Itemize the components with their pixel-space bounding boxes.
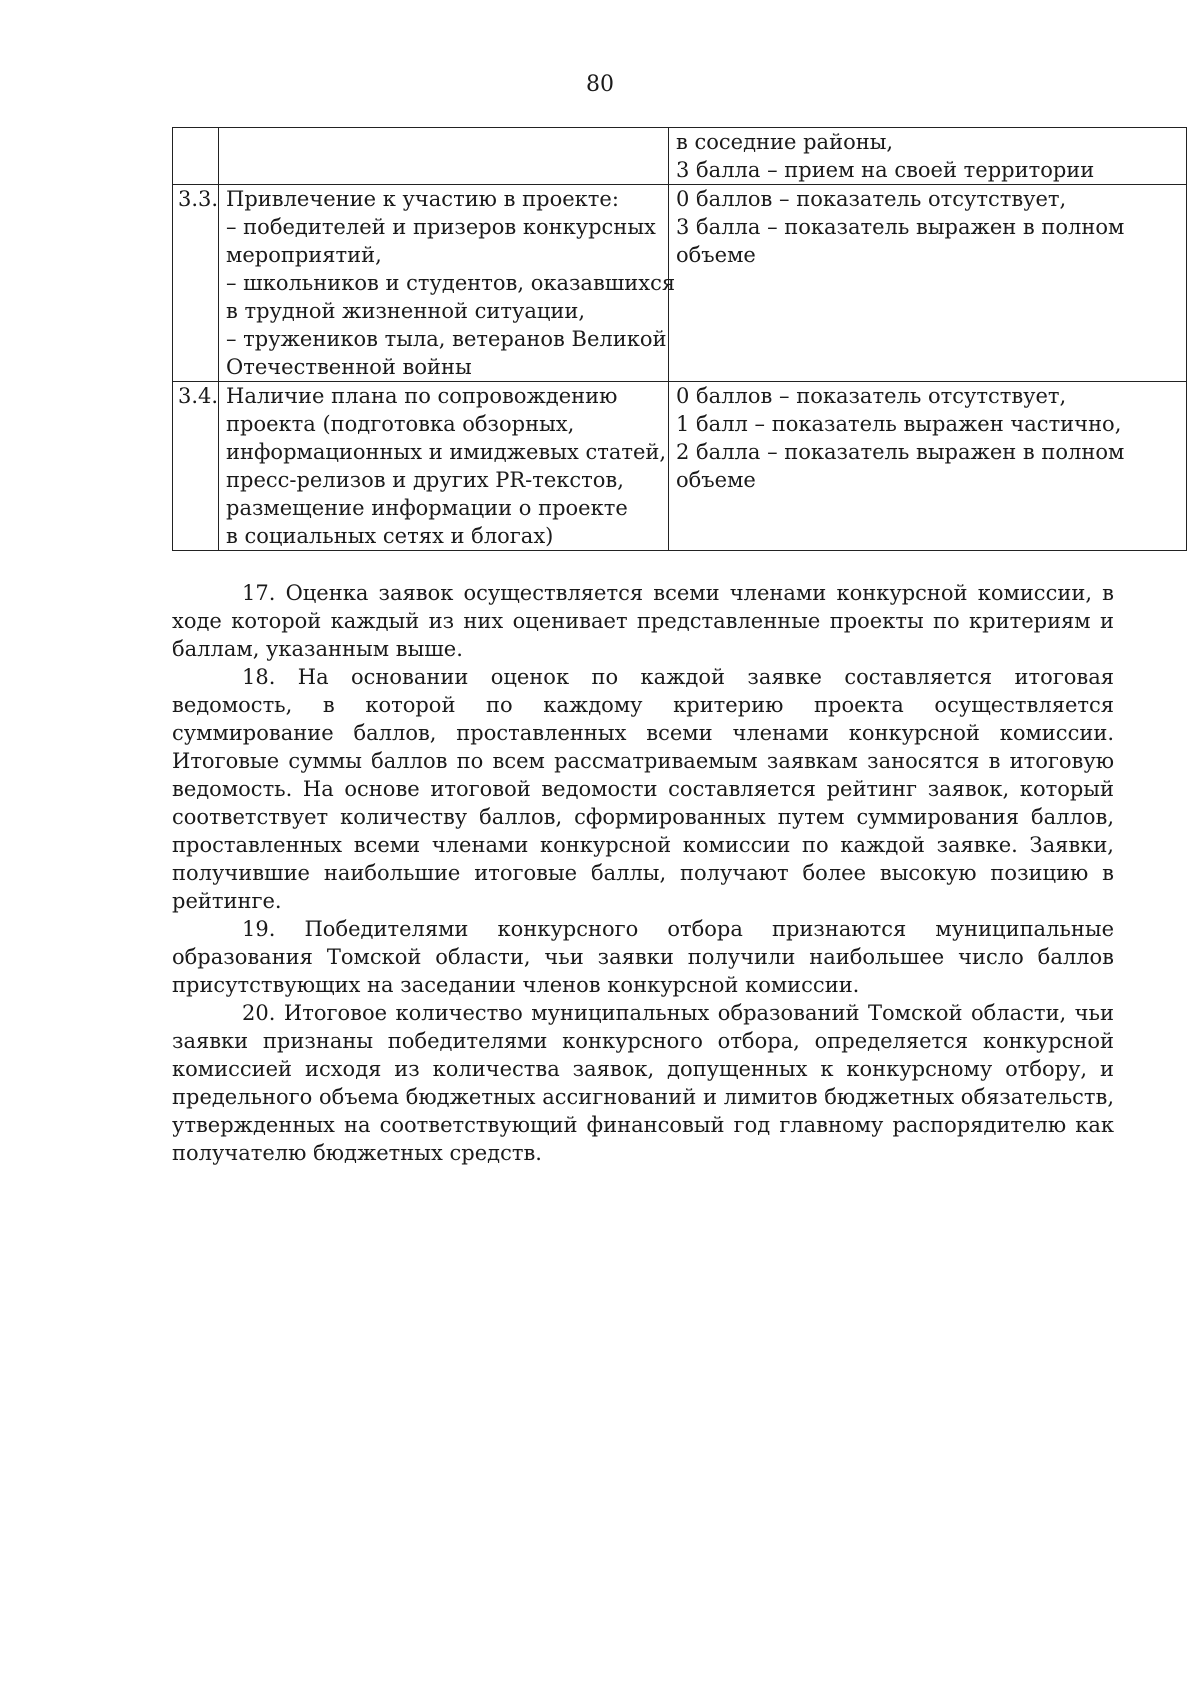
criterion-line: информационных и имиджевых статей, [226,440,667,464]
criterion-line: в трудной жизненной ситуации, [226,299,586,323]
score-line: 2 балла – показатель выражен в полном [676,440,1125,464]
score-line: 0 баллов – показатель отсутствует, [676,187,1067,211]
criterion-description [219,185,676,382]
criterion-description [219,128,669,185]
page-number: 80 [586,72,614,97]
table-row [173,185,1187,382]
paragraph-17: 17. Оценка заявок осуществляется всеми членами конкурсной комиссии, в ходе которой каждый из них оценивает представленные проекты по критериям и баллам, указанным выше. [172,581,1114,661]
criterion-line: мероприятий, [226,243,382,267]
criterion-number [173,128,219,185]
criterion-score [669,382,1187,551]
score-line: 0 баллов – показатель отсутствует, [676,384,1067,408]
paragraph-19: 19. Победителями конкурсного отбора признаются муниципальные образования Томской области, чьи заявки получили наибольшее число баллов присутствующих на заседании членов конкурсной комиссии. [172,917,1114,997]
criterion-line: пресс-релизов и других PR-текстов, [226,468,624,492]
criterion-line: Наличие плана по сопровождению [226,384,618,408]
score-line: 3 балла – показатель выражен в полном [676,215,1125,239]
paragraph-20: 20. Итоговое количество муниципальных образований Томской области, чьи заявки признаны победителями конкурсного отбора, определяется конкурсной комиссией исходя из количества заявок, допущенных к конкурсному отбору, и предельного объема бюджетных ассигнований и лимитов бюджетных обязательств, утвержденных на соответствующий финансовый год главному распорядителю как получателю бюджетных средств. [172,1001,1114,1165]
criterion-number: 3.4. [173,382,219,551]
criterion-line: – школьников и студентов, оказавшихся [226,271,676,295]
criterion-score [669,128,1187,185]
criterion-line: – тружеников тыла, ветеранов Великой [226,327,667,351]
criterion-line: Привлечение к участию в проекте: [226,187,619,211]
criteria-table [172,127,1187,551]
score-line: объеме [676,243,756,267]
criterion-line: – победителей и призеров конкурсных [226,215,656,239]
score-line: объеме [676,468,756,492]
table-row [173,382,1187,551]
table-row [173,128,1187,185]
criterion-line: проекта (подготовка обзорных, [226,412,575,436]
criterion-line: Отечественной войны [226,355,472,379]
score-line: 1 балл – показатель выражен частично, [676,412,1122,436]
criterion-line: размещение информации о проекте [226,496,628,520]
paragraph-18: 18. На основании оценок по каждой заявке составляется итоговая ведомость, в которой по каждому критерию проекта осуществляется суммирование баллов, проставленных всеми членами конкурсной комиссии. Итоговые суммы баллов по всем рассматриваемым заявкам заносятся в итоговую ведомость. На основе итоговой ведомости составляется рейтинг заявок, который соответствует количеству баллов, сформированных путем суммирования баллов, проставленных всеми членами конкурсной комиссии по каждой заявке. Заявки, получившие наибольшие итоговые баллы, получают более высокую позицию в рейтинге. [172,665,1114,913]
criterion-number: 3.3. [173,185,219,382]
body-text [172,579,1114,1167]
criterion-description [219,382,669,551]
criterion-line: в социальных сетях и блогах) [226,524,554,548]
score-line: в соседние районы, [676,130,894,154]
criterion-score [669,185,1187,382]
score-line: 3 балла – прием на своей территории [676,158,1095,182]
